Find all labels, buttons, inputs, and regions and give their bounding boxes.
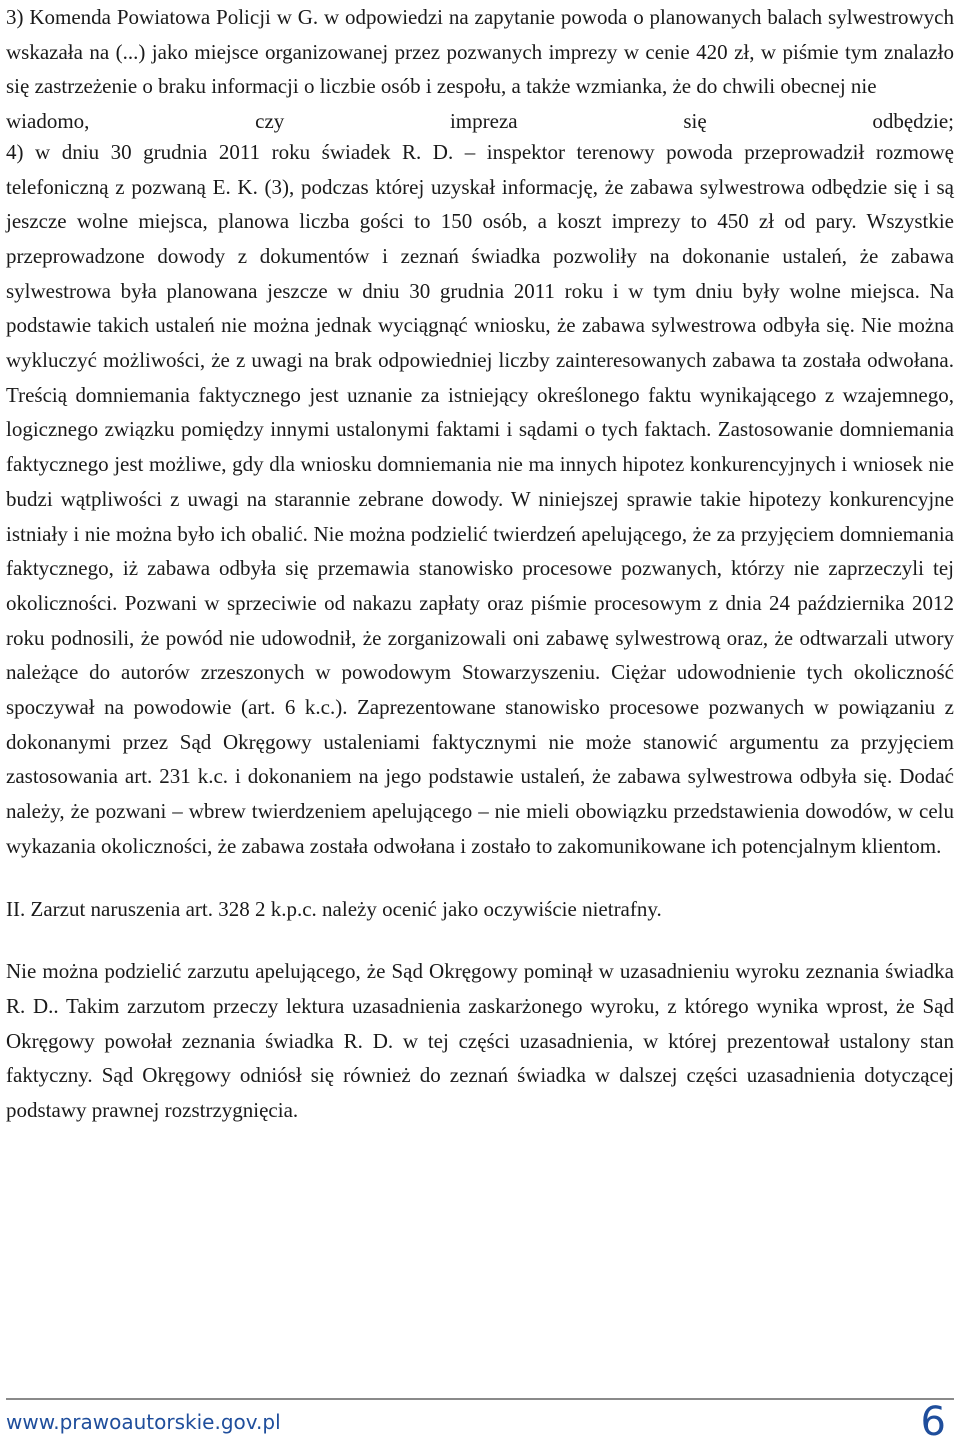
section-heading-ii: II. Zarzut naruszenia art. 328 2 k.p.c. należy ocenić jako oczywiście nietrafny. <box>6 896 662 921</box>
paragraph-item-3 <box>6 0 954 139</box>
page-number: 6 <box>920 1399 946 1445</box>
paragraph-witness-testimony: Nie można podzielić zarzutu apelującego, że Sąd Okręgowy pominął w uzasadnieniu wyroku zeznania świadka R. D.. Takim zarzutom przeczy lektura uzasadnienia zaskarżonego wyroku, z którego wynika wprost, że Sąd Okręgowy powołał zeznania świadka R. D. w tej części uzasadnienia, w której prezentował ustalony stan faktyczny. Sąd Okręgowy odniósł się również do zeznań świadka w dalszej części uzasadnienia dotyczącej podstawy prawnej rozstrzygnięcia. <box>6 959 954 1123</box>
paragraph-item-4: 4) w dniu 30 grudnia 2011 roku świadek R. D. – inspektor terenowy powoda przeprowadził rozmowę telefoniczną z pozwaną E. K. (3), podczas której uzyskał informację, że zabawa sylwestrowa odbędzie się i są jeszcze wolne miejsca, planowa liczba gości to 150 osób, a koszt imprezy to 450 zł od pary. Wszystkie przeprowadzone dowody z dokumentów i zeznań świadka pozwoliły na dokonanie ustaleń, że zabawa sylwestrowa była planowana jeszcze w dniu 30 grudnia 2011 roku i w tym dniu były wolne miejsca. Na podstawie takich ustaleń nie można jednak wyciągnąć wniosku, że zabawa sylwestrowa odbyła się. Nie można wykluczyć możliwości, że z uwagi na brak odpowiedniej liczby zainteresowanych zabawa ta została odwołana. Treścią domniemania faktycznego jest uznanie za istniejący określonego faktu wynikającego z wzajemnego, logicznego związku pomiędzy innymi ustalonymi faktami i sądami o tych faktach. Zastosowanie domniemania faktycznego jest możliwe, gdy dla wniosku domniemania nie ma innych hipotez konkurencyjnych i wniosek nie budzi wątpliwości z uwagi na starannie zebrane dowody. W niniejszej sprawie takie hipotezy konkurencyjne istniały i nie można było ich obalić. Nie można podzielić twierdzeń apelującego, że za przyjęciem domniemania faktycznego, iż zabawa odbyła się przemawia stanowisko procesowe pozwanych, którzy nie zaprzeczyli tej okoliczności. Pozwani w sprzeciwie od nakazu zapłaty oraz piśmie procesowym z dnia 24 października 2012 roku podnosili, że powód nie udowodnił, że zorganizowali oni zabawę sylwestrową oraz, że odtwarzali utwory należące do autorów zrzeszonych w powodowym Stowarzyszeniu. Ciężar udowodnienie tych okoliczność spoczywał na powodowie (art. 6 k.c.). Zaprezentowane stanowisko procesowe pozwanych w powiązaniu z dokonanymi przez Sąd Okręgowy ustaleniami faktycznymi nie może stanowić argumentu za przyjęciem zastosowania art. 231 k.c. i dokonaniem na jego podstawie ustaleń, że zabawa sylwestrowa odbyła się. Dodać należy, że pozwani – wbrew twierdzeniem apelującego – nie mieli obowiązku przedstawienia dowodów, w celu wykazania okoliczności, że zabawa została odwołana i zostało to zakomunikowane ich potencjalnym klientom. <box>6 139 954 858</box>
paragraph-item-3-text: 3) Komenda Powiatowa Policji w G. w odpowiedzi na zapytanie powoda o planowanych balach sylwestrowych wskazała na (...) jako miejsce organizowanej przez pozwanych imprezy w cenie 420 zł, w piśmie tym znalazło się zastrzeżenie o braku informacji o liczbie osób i zespołu, a także wzmianka, że do chwili obecnej nie <box>6 5 954 99</box>
footer-website-link[interactable]: www.prawoautorskie.gov.pl <box>6 1410 281 1434</box>
footer-divider <box>6 1398 954 1400</box>
paragraph-item-3-last-line: wiadomo, czy impreza się odbędzie; <box>6 109 954 134</box>
document-body <box>6 0 954 1128</box>
